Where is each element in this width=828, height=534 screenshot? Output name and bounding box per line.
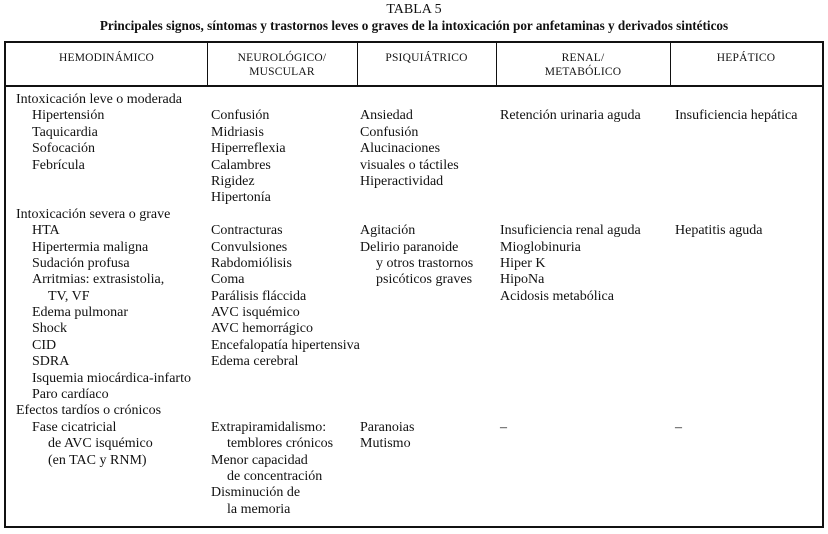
header-psiquiatrico: PSIQUIÁTRICO	[385, 52, 468, 64]
table-cell-line	[360, 387, 473, 403]
table-cell-line	[360, 207, 473, 223]
table-cell-line: Paro cardíaco	[32, 387, 109, 403]
table-cell-line: Sudación profusa	[32, 255, 130, 271]
table-cell-line	[211, 387, 360, 403]
table-cell-line: Retención urinaria aguda	[500, 108, 641, 124]
table-cell-line: de AVC isquémico	[48, 436, 153, 452]
table-cell-line: Febrícula	[32, 157, 85, 173]
column-hepatico	[675, 92, 797, 436]
table-cell-line	[675, 305, 797, 321]
header-rule	[6, 85, 822, 87]
table-cell-line: AVC hemorrágico	[211, 321, 313, 337]
table-cell-line: Midriasis	[211, 124, 264, 140]
table-cell-line: HipoNa	[500, 272, 545, 288]
column-renal	[500, 92, 641, 436]
table-cell-line: Shock	[32, 321, 67, 337]
table-cell-line	[16, 174, 191, 190]
table-cell-line: Encefalopatía hipertensiva	[211, 337, 360, 353]
table-cell-line: Hiper K	[500, 255, 546, 271]
table-cell-line	[675, 354, 797, 370]
table-cell-line: Disminución de	[211, 485, 301, 501]
table-cell-line: Mioglobinuria	[500, 239, 581, 255]
table-cell-line	[500, 158, 641, 174]
table-cell-line	[675, 403, 797, 419]
table-cell-line: Edema cerebral	[211, 354, 299, 370]
table-cell-line	[675, 158, 797, 174]
table-cell-line: Edema pulmonar	[32, 305, 129, 321]
table-cell-line	[500, 321, 641, 337]
table-cell-line: Acidosis metabólica	[500, 288, 614, 304]
table-cell-line	[360, 321, 473, 337]
table-cell-line	[675, 174, 797, 190]
table-cell-line: Calambres	[211, 157, 271, 173]
table-cell-line: de concentración	[227, 468, 323, 484]
table-cell-line	[675, 256, 797, 272]
column-hemodinamico	[16, 92, 191, 469]
table-cell-line: Sofocación	[32, 141, 95, 157]
table-cell-line	[500, 174, 641, 190]
table-cell-line: Mutismo	[360, 436, 411, 452]
table-cell-line	[675, 387, 797, 403]
table-cell-line	[360, 92, 473, 108]
table-cell-line	[211, 371, 360, 387]
table-cell-line	[500, 190, 641, 206]
table-cell-line: Paranoias	[360, 419, 415, 435]
table-cell-line: Ansiedad	[360, 108, 413, 124]
table-cell-line: HTA	[32, 223, 60, 239]
table-cell-line: AVC isquémico	[211, 305, 300, 321]
table-cell-line: temblores crónicos	[227, 436, 334, 452]
header-hemodinamico: HEMODINÁMICO	[58, 52, 155, 64]
table-cell-line: Extrapiramidalismo:	[211, 419, 327, 435]
table-cell-line: Isquemia miocárdica-infarto	[32, 370, 191, 386]
table-cell-line	[360, 289, 473, 305]
table-cell-line: Confusión	[360, 124, 419, 140]
table-cell-line	[675, 190, 797, 206]
table-cell-line: Alucinaciones	[360, 141, 441, 157]
table-cell-line: Fase cicatricial	[32, 419, 117, 435]
table-cell-line	[500, 354, 641, 370]
table-frame	[4, 41, 824, 528]
table-cell-line: Rabdomiólisis	[211, 255, 292, 271]
table-cell-line: Efectos tardíos o crónicos	[16, 403, 162, 419]
table-cell-line: SDRA	[32, 354, 70, 370]
table-cell-line: Agitación	[360, 223, 416, 239]
table-cell-line: Intoxicación leve o moderada	[16, 92, 182, 107]
table-cell-line: Hepatitis aguda	[675, 223, 763, 239]
table-cell-line: y otros trastornos	[376, 255, 474, 271]
table-cell-line: Hipertensión	[32, 108, 105, 124]
table-cell-line	[211, 92, 360, 108]
table-cell-line: Convulsiones	[211, 239, 288, 255]
table-cell-line: psicóticos graves	[376, 272, 473, 288]
table-cell-line	[360, 403, 473, 419]
table-cell-line	[360, 354, 473, 370]
table-cell-line	[500, 125, 641, 141]
table-cell-line	[500, 141, 641, 157]
table-cell-line: –	[675, 419, 682, 435]
table-cell-line: Menor capacidad	[211, 452, 308, 468]
header-hepatico: HEPÁTICO	[716, 52, 776, 64]
table-cell-line: Hiperactividad	[360, 173, 444, 189]
table-cell-line: TV, VF	[48, 288, 90, 304]
table-cell-line	[360, 190, 473, 206]
column-psiquiatrico	[360, 92, 473, 453]
table-cell-line	[675, 92, 797, 108]
table-cell-line: Arritmias: extrasistolia,	[32, 272, 165, 288]
table-cell-line: Hipertonía	[211, 190, 271, 206]
table-cell-line	[675, 141, 797, 157]
table-cell-line	[500, 207, 641, 223]
table-cell-line: Intoxicación severa o grave	[16, 206, 171, 222]
table-cell-line: Rigidez	[211, 173, 255, 189]
table-cell-line	[211, 207, 360, 223]
table-cell-line: (en TAC y RNM)	[48, 452, 147, 468]
table-cell-line: CID	[32, 337, 57, 353]
table-cell-line: Hipertermia maligna	[32, 239, 149, 255]
table-cell-line	[500, 387, 641, 403]
table-cell-line	[211, 403, 360, 419]
table-cell-line	[675, 321, 797, 337]
table-cell-line	[500, 371, 641, 387]
table-cell-line: Confusión	[211, 108, 270, 124]
table-cell-line: la memoria	[227, 501, 291, 517]
table-cell-line	[675, 338, 797, 354]
table-cell-line	[500, 403, 641, 419]
table-cell-line	[675, 240, 797, 256]
table-cell-line: Contracturas	[211, 223, 283, 239]
table-cell-line	[360, 338, 473, 354]
table-cell-line: Hiperreflexia	[211, 141, 286, 157]
header-renal: RENAL/ METABÓLICO	[544, 52, 622, 78]
table-cell-line	[360, 371, 473, 387]
table-title: Principales signos, síntomas y trastornos leves o graves de la intoxicación por anfetaminas y derivados sintéticos	[99, 18, 729, 33]
table-cell-line	[500, 338, 641, 354]
table-cell-line: Parálisis fláccida	[211, 288, 307, 304]
table-cell-line: Coma	[211, 272, 245, 288]
table-cell-line	[500, 305, 641, 321]
table-cell-line: Taquicardia	[32, 124, 98, 140]
table-cell-line	[675, 272, 797, 288]
table-cell-line	[675, 125, 797, 141]
header-neurologico: NEUROLÓGICO/ MUSCULAR	[237, 52, 327, 78]
table-cell-line: visuales o táctiles	[360, 157, 459, 173]
table-cell-line: Insuficiencia renal aguda	[500, 223, 641, 239]
column-neurologico	[211, 92, 360, 518]
table-cell-line	[500, 92, 641, 108]
table-cell-line	[675, 371, 797, 387]
table-cell-line	[675, 207, 797, 223]
table-cell-line	[675, 289, 797, 305]
table-cell-line	[360, 305, 473, 321]
table-cell-line	[16, 190, 191, 206]
table-cell-line: Insuficiencia hepática	[675, 108, 798, 124]
table-label: TABLA 5	[386, 2, 442, 17]
table-cell-line: –	[500, 419, 507, 435]
table-cell-line: Delirio paranoide	[360, 239, 459, 255]
